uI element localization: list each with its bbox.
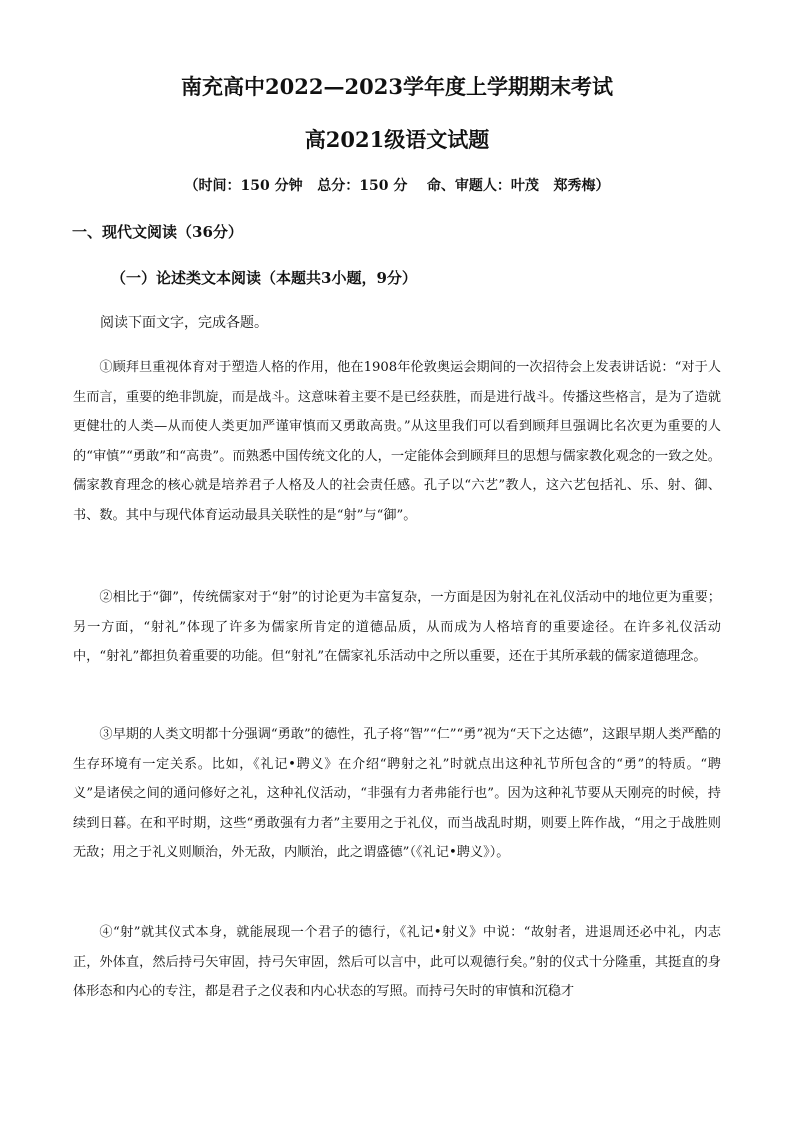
exam-subtitle: 高2021级语文试题: [304, 127, 490, 152]
passage-paragraph-1: ①顾拜旦重视体育对于塑造人格的作用，他在1908年伦敦奥运会期间的一次招待会上发表讲话说：“对于人生而言，重要的绝非凯旋，而是战斗。这意味着主要不是已经获胜，而是进行战斗。传播这些格言，是为了造就更健壮的人类—从而使人类更加严谨审慎而又勇敢高贵。”从这里我们可以看到顾拜旦强调比名次更为重要的人的“审慎”“勇敢”和“高贵”。而熟悉中国传统文化的人，一定能体会到顾拜旦的思想与儒家教化观念的一致之处。儒家教育理念的核心就是培养君子人格及人的社会责任感。孔子以“六艺”教人，这六艺包括礼、乐、射、御、书、数。其中与现代体育运动最具关联性的是“射”与“御”。: [73, 360, 721, 523]
subsection-heading: （一）论述类文本阅读（本题共3小题，9分）: [111, 269, 417, 287]
reading-instruction: 阅读下面文字，完成各题。: [100, 315, 268, 331]
section-heading: 一、现代文阅读（36分）: [72, 223, 243, 241]
exam-title: 南充高中2022—2023学年度上学期期末考试: [181, 74, 613, 99]
passage-paragraph-3: ③早期的人类文明都十分强调“勇敢”的德性，孔子将“智”“仁”“勇”视为“天下之达德”，这跟早期人类严酷的生存环境有一定关系。比如，《礼记•聘义》在介绍“聘射之礼”时就点出这种礼节所包含的“勇”的特质。“聘义”是诸侯之间的通问修好之礼，这种礼仪活动，“非强有力者弗能行也”。因为这种礼节要从天刚亮的时候，持续到日暮。在和平时期，这些“勇敢强有力者”主要用之于礼仪，而当战乱时期，则要上阵作战，“用之于战胜则无敌；用之于礼义则顺治，外无敌，内顺治，此之谓盛德”（《礼记•聘义》）。: [73, 727, 721, 861]
passage-paragraph-4: ④“射”就其仪式本身，就能展现一个君子的德行，《礼记•射义》中说：“故射者，进退周还必中礼，内志正，外体直，然后持弓矢审固，持弓矢审固，然后可以言中，此可以观德行矣。”射的仪式十分隆重，其挺直的身体形态和内心的专注，都是君子之仪表和内心状态的写照。而持弓矢时的审慎和沉稳才: [73, 925, 721, 1000]
passage-paragraph-2: ②相比于“御”，传统儒家对于“射”的讨论更为丰富复杂，一方面是因为射礼在礼仪活动中的地位更为重要；另一方面，“射礼”体现了许多为儒家所肯定的道德品质，从而成为人格培育的重要途径。在许多礼仪活动中，“射礼”都担负着重要的功能。但“射礼”在儒家礼乐活动中之所以重要，还在于其所承载的儒家道德理念。: [73, 590, 721, 665]
exam-meta-info: （时间：150 分钟 总分：150 分 命、审题人：叶茂 郑秀梅）: [184, 178, 610, 194]
